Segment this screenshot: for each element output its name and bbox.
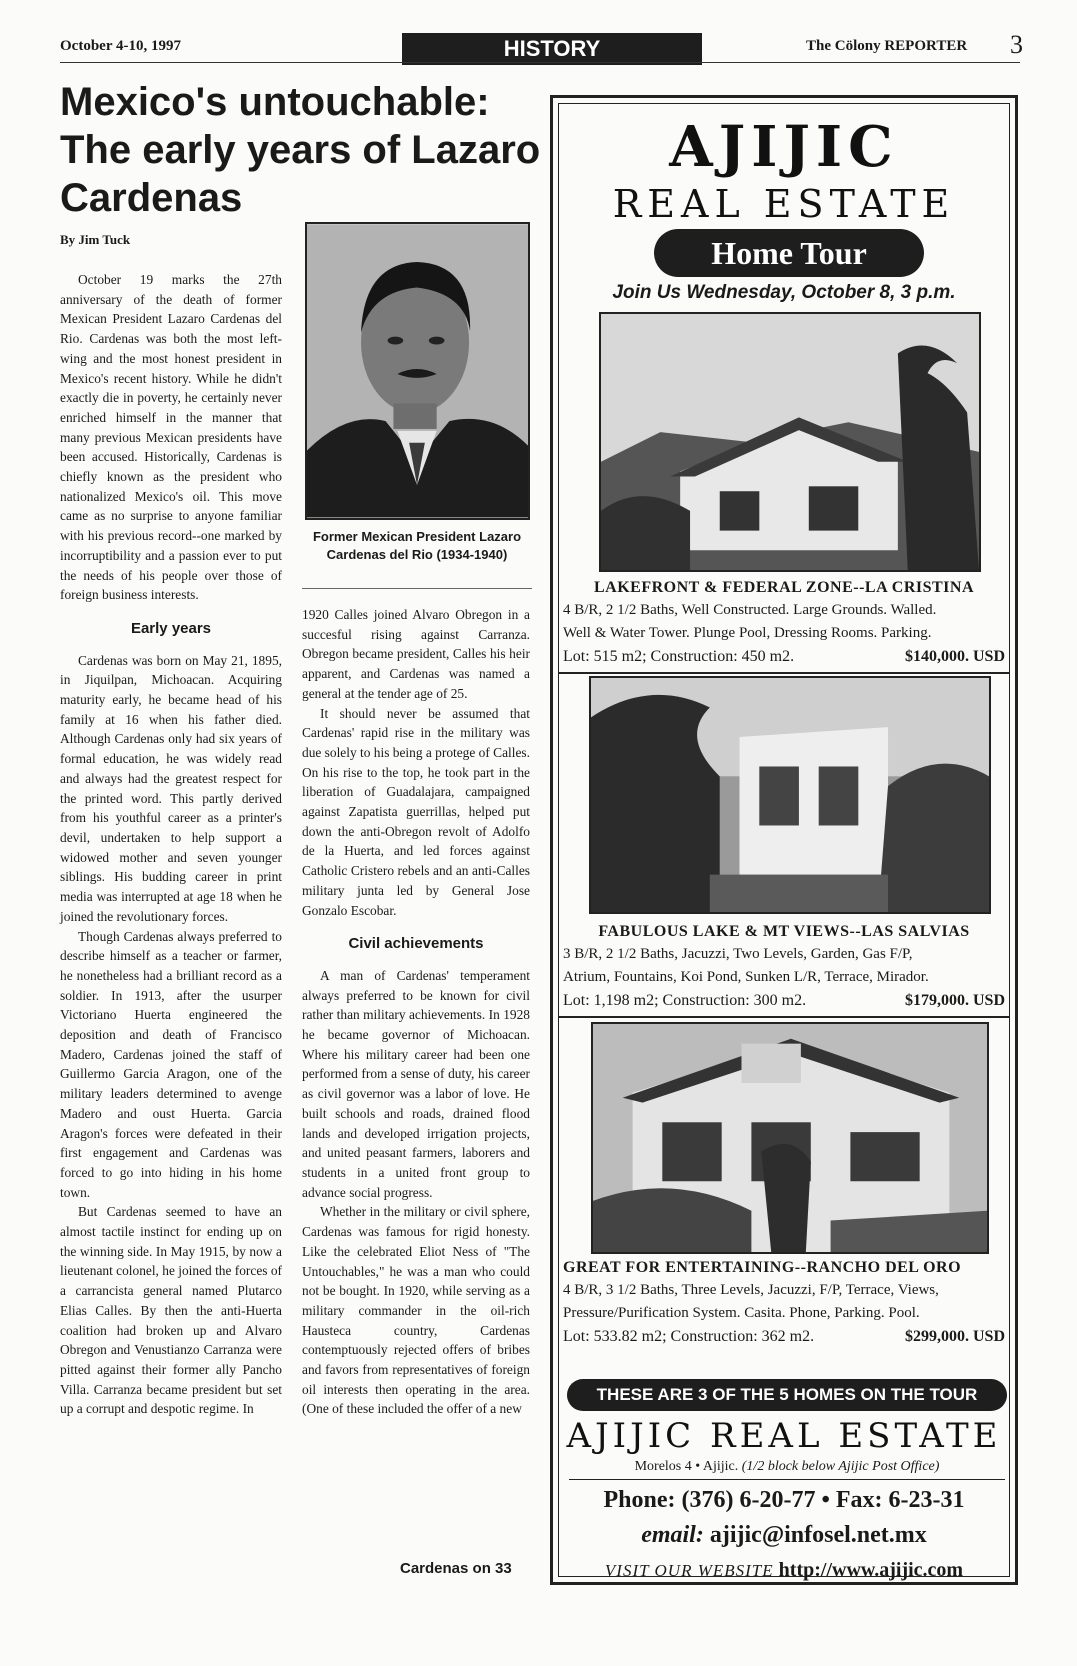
website-label: VISIT OUR WEBSITE [604, 1561, 774, 1580]
listing-price: $299,000. USD [904, 1328, 1005, 1345]
paragraph: A man of Cardenas' temperament always preferred to be known for civil rather than military achievements. In 1928 he became governor of Michoacan. Where his military career had been one performed from a sense of duty, his career as civil governor was a labor of love. He built schools and roads, drained flood lands and developed irrigation projects, and united peasant farmers, laborers and students in a united front group to advance social progress. [302, 967, 530, 1200]
listing-2 [559, 920, 1009, 1012]
portrait-illustration [307, 224, 528, 518]
listing-details: 4 B/R, 2 1/2 Baths, Well Constructed. Large Grounds. Walled. [563, 602, 937, 618]
house-photo-2 [589, 676, 991, 914]
email-address: ajijic@infosel.net.mx [709, 1522, 927, 1548]
ad-footer-logo: AJIJIC REAL ESTATE [566, 1416, 1002, 1456]
article-column-1 [60, 270, 282, 1419]
newspaper-name: The Cölony REPORTER [806, 38, 968, 54]
continuation-jump: Cardenas on 33 [400, 1560, 512, 1577]
house-photo-1 [599, 312, 981, 572]
article-column-2 [302, 605, 530, 1419]
ad-frame [558, 103, 1010, 1581]
ad-logo-subtitle: REAL ESTATE [612, 182, 956, 226]
listing-details: 3 B/R, 2 1/2 Baths, Jacuzzi, Two Levels, Garden, Gas F/P, [563, 946, 913, 962]
ad-logo: AJIJIC [669, 114, 899, 180]
listing-details: Pressure/Purification System. Casita. Phone, Parking. Pool. [563, 1305, 920, 1321]
listing-lot [559, 645, 1009, 668]
paragraph: It should never be assumed that Cardenas' rapid rise in the military was due solely to his being a protege of Calles. On his rise to the top, he took part in the liberation of Guadalajara, campaigned against Zapatista guerrillas, helped put down the anti-Obregon revolt of Adolfo de la Huerta, and led forces against Catholic Cristero rebels and an anti-Calles military junta led by General Jose Gonzalo Escobar. [302, 705, 530, 918]
caption-divider [302, 588, 532, 589]
subheading: Civil achievements [348, 935, 484, 953]
ad-address [569, 1459, 1005, 1480]
page-number: 3 [1010, 30, 1023, 59]
website-url: http://www.ajijic.com [778, 1559, 964, 1581]
article-headline: Mexico's untouchable: The early years of Lazaro Cardenas [60, 80, 541, 220]
listing-details: Well & Water Tower. Plunge Pool, Dressing Rooms. Parking. [563, 625, 932, 641]
lot-size: Lot: 533.82 m2; Construction: 362 m2. [563, 1328, 815, 1345]
lot-size: Lot: 1,198 m2; Construction: 300 m2. [563, 992, 807, 1009]
lot-size: Lot: 515 m2; Construction: 450 m2. [563, 648, 795, 665]
email-label: email: [641, 1522, 704, 1548]
listing-price: $179,000. USD [904, 992, 1005, 1009]
paragraph: October 19 marks the 27th anniversary of the death of former Mexican President Lazaro Cardenas del Rio. Cardenas was both the most left-wing and the most honest president in Mexico's recent history. While he didn't exactly die in poverty, he certainly never enriched himself in the manner that many previous Mexican presidents have been accused. Historically, Cardenas is chiefly known as the president who nationalized Mexico's oil. This move came as no surprise to anyone familiar with his previous record--one marked by incorruptibility and a passion ever to put the needs of his people over those of foreign business interests. [60, 272, 282, 603]
house-illustration [601, 314, 979, 570]
home-tour-badge: Home Tour [654, 229, 924, 277]
issue-date: October 4-10, 1997 [60, 38, 181, 54]
listing-divider [559, 672, 1009, 674]
ad-email [559, 1522, 1009, 1549]
listing-title: LAKEFRONT & FEDERAL ZONE--LA CRISTINA [593, 579, 975, 596]
listing-details: 4 B/R, 3 1/2 Baths, Three Levels, Jacuzzi, F/P, Terrace, Views, [563, 1282, 939, 1298]
listing-title: FABULOUS LAKE & MT VIEWS--LAS SALVIAS [598, 923, 970, 940]
ad-website [559, 1559, 1009, 1582]
section-banner: HISTORY [402, 33, 702, 65]
listing-divider [559, 1016, 1009, 1018]
listing-price: $140,000. USD [904, 648, 1005, 665]
tour-date: Join Us Wednesday, October 8, 3 p.m. [612, 282, 956, 303]
listing-lot [559, 989, 1009, 1012]
paragraph: Though Cardenas always preferred to describe himself as a teacher or farmer, he nonetheless had a brilliant record as a soldier. In 1913, after the usurper Victoriano Huerta engineered the deposition and death of Francisco Madero, Cardenas joined the staff of Guillermo Garcia Aragon, one of the military leaders determined to avenge Madero and oust Huerta. Garcia Aragon's forces were defeated in their first engagement and Cardenas was forced to go into hiding in his home town. [60, 928, 282, 1200]
homes-on-tour-banner: THESE ARE 3 OF THE 5 HOMES ON THE TOUR [567, 1379, 1007, 1411]
paragraph: But Cardenas seemed to have an almost tactile instinct for ending up on the winning side. In May 1915, by now a lieutenant colonel, he joined the forces of a carrancista general named Plutarco Elias Calles. By then the anti-Huerta coalition had broken up and Alvaro Obregon and Venustianzo Carranza were pitted against their former ally Pancho Villa. Carranza became president but set up a corrupt and despotic regime. In [60, 1204, 282, 1417]
paragraph: 1920 Calles joined Alvaro Obregon in a succesful rising against Carranza. Obregon became president, Calles his heir apparent, and Cardenas was named a general at the tender age of 25. [302, 607, 530, 701]
portrait-photo [305, 222, 530, 520]
listing-1 [559, 576, 1009, 668]
listing-3 [559, 1256, 1009, 1348]
house-photo-3 [591, 1022, 989, 1254]
real-estate-ad [550, 95, 1018, 1585]
address-text: Morelos 4 • Ajijic. [634, 1459, 739, 1474]
article-byline: By Jim Tuck [60, 232, 131, 247]
subheading: Early years [130, 619, 212, 637]
house-illustration [591, 678, 989, 912]
ad-phone-fax: Phone: (376) 6-20-77 • Fax: 6-23-31 [603, 1487, 965, 1513]
paragraph: Whether in the military or civil sphere, Cardenas was famous for rigid honesty. Like the celebrated Eliot Ness of "The Untouchables," he was a man who could not be bought. In 1920, while serving as a military commander in the oil-rich Hausteca country, Cardenas contemptuously rejected offers of bribes and favors from representatives of foreign oil interests then operating in the area. (One of these included the offer of a new [302, 1204, 530, 1417]
house-illustration [593, 1024, 987, 1252]
listing-lot [559, 1325, 1009, 1348]
paragraph: Cardenas was born on May 21, 1895, in Jiquilpan, Michoacan. Acquiring maturity early, he became head of his family at 16 when his father died. Although Cardenas only had six years of formal education, he was widely read and always had the greatest respect for the printed word. This partly derived from his youthful career as a printer's devil, undertaken to help support a widowed mother and seven younger siblings. His budding career in print media was interrupted at age 18 when he joined the revolutionary forces. [60, 652, 282, 924]
header-divider [60, 62, 1020, 63]
photo-caption: Former Mexican President Lazaro Cardenas del Rio (1934-1940) [312, 529, 522, 562]
listing-title: GREAT FOR ENTERTAINING--RANCHO DEL ORO [563, 1259, 962, 1276]
address-note: (1/2 block below Ajijic Post Office) [741, 1459, 940, 1474]
listing-details: Atrium, Fountains, Koi Pond, Sunken L/R, Terrace, Mirador. [563, 969, 929, 985]
